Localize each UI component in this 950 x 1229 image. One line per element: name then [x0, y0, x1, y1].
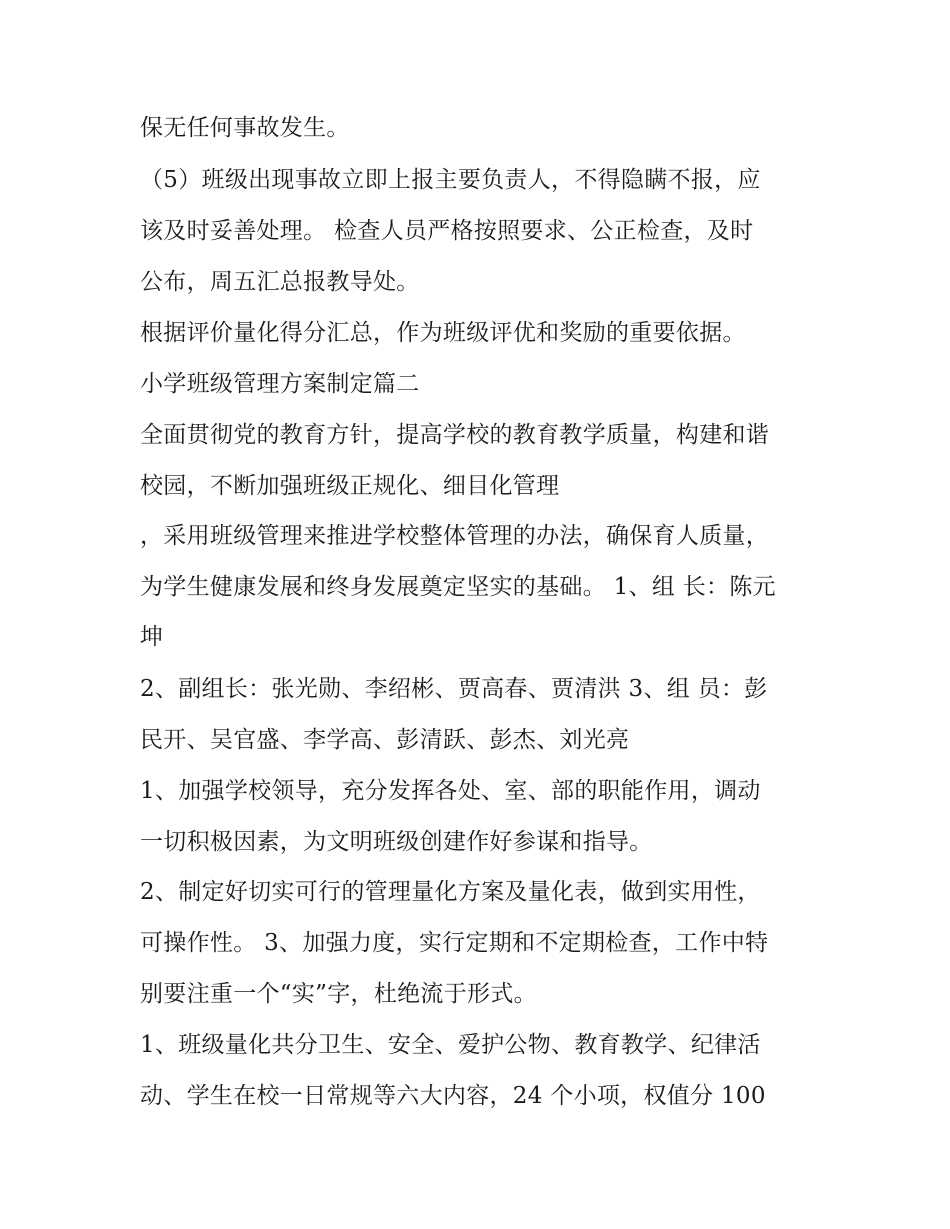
text-line: 动、学生在校一日常规等六大内容，24 个小项，权值分 100	[140, 1083, 766, 1109]
text-line: 根据评价量化得分汇总，作为班级评优和奖励的重要依据。	[140, 320, 746, 346]
text-line: 1、班级量化共分卫生、安全、爱护公物、教育教学、纪律活	[140, 1032, 761, 1058]
text-line: 为学生健康发展和终身发展奠定坚实的基础。 1、组 长：陈元	[140, 574, 776, 600]
text-line: 1、加强学校领导，充分发挥各处、室、部的职能作用，调动	[140, 778, 761, 804]
text-line: 别要注重一个“实”字，杜绝流于形式。	[140, 981, 537, 1007]
text-line: 校园，不断加强班级正规化、细目化管理	[140, 473, 560, 499]
text-line: 该及时妥善处理。 检查人员严格按照要求、公正检查，及时	[140, 218, 754, 244]
text-line: 可操作性。 3、加强力度，实行定期和不定期检查，工作中特	[140, 930, 769, 956]
text-line: （5）班级出现事故立即上报主要负责人，不得隐瞒不报，应	[140, 167, 761, 193]
text-line: 保无任何事故发生。	[140, 115, 350, 141]
text-line: 2、副组长：张光勋、李绍彬、贾高春、贾清洪 3、组 员：彭	[140, 676, 768, 702]
text-line: ，采用班级管理来推进学校整体管理的办法，确保育人质量，	[140, 523, 770, 549]
text-line: 公布，周五汇总报教导处。	[140, 269, 420, 295]
section-heading: 小学班级管理方案制定篇二	[140, 371, 420, 397]
text-line: 2、制定好切实可行的管理量化方案及量化表，做到实用性，	[140, 879, 761, 905]
text-line: 一切积极因素，为文明班级创建作好参谋和指导。	[140, 829, 653, 855]
text-line: 坤	[140, 624, 164, 650]
text-line: 民开、吴官盛、李学高、彭清跃、彭杰、刘光亮	[140, 727, 630, 753]
text-line: 全面贯彻党的教育方针，提高学校的教育教学质量，构建和谐	[140, 422, 770, 448]
